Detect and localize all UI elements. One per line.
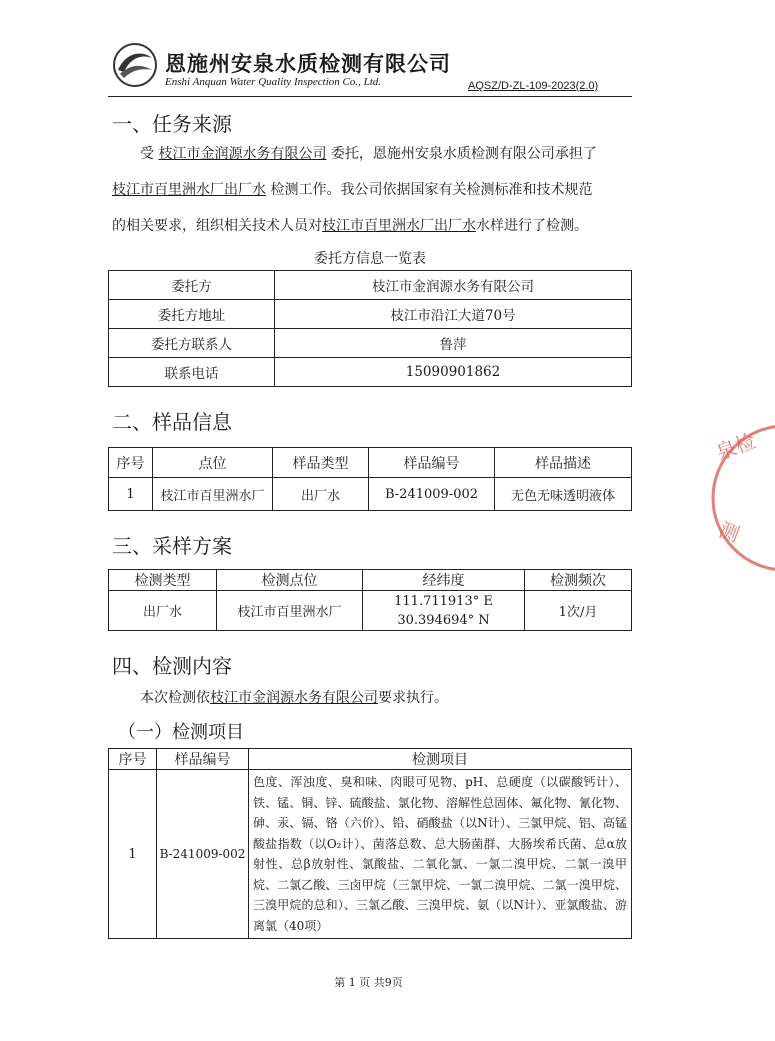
- col-header: 检测类型: [109, 570, 217, 591]
- col-header: 检测点位: [217, 570, 363, 591]
- client-label: 委托方: [109, 271, 275, 300]
- sampling-plan-table: [108, 569, 632, 631]
- client-info-table: [108, 270, 632, 387]
- cell: B-241009-002: [157, 770, 249, 939]
- cell: 1: [109, 770, 157, 939]
- coordinate-cell: [363, 591, 525, 631]
- svg-text:泉检: 泉检: [712, 428, 759, 465]
- test-items-list: 色度、浑浊度、臭和味、肉眼可见物、pH、总硬度（以碳酸钙计）、铁、锰、铜、锌、硫酸盐、氯化物、溶解性总固体、氟化物、氰化物、砷、汞、镉、铬（六价）、铅、硝酸盐（以N计）、三氯甲烷、铝、高锰酸盐指数（以O₂计）、菌落总数、总大肠菌群、大肠埃希氏菌、总α放射性、总β放射性、氯酸盐、二氧化氯、一氯二溴甲烷、二氯一溴甲烷、二氯乙酸、三卤甲烷（三氯甲烷、一氯二溴甲烷、二氯一溴甲烷、三溴甲烷的总和）、三氯乙酸、三溴甲烷、氨（以N计）、亚氯酸盐、游离氯（40项）: [249, 770, 632, 939]
- cell: 枝江市百里洲水厂: [217, 591, 363, 631]
- phone-value: 15090901862: [275, 358, 632, 387]
- table-row: [109, 271, 632, 300]
- longitude: 111.711913° E: [394, 593, 493, 609]
- p-client: 枝江市金润源水务有限公司: [210, 690, 378, 706]
- p1-text-a: 受: [140, 146, 154, 162]
- sample-info-table: [108, 447, 632, 511]
- header-divider: [108, 96, 632, 97]
- company-name-en: Enshi Anquan Water Quality Inspection Co., Ltd.: [165, 76, 382, 88]
- section4-paragraph: [112, 680, 632, 716]
- contact-value: 鲁萍: [275, 329, 632, 358]
- section3-title: 三、采样方案: [112, 534, 232, 558]
- col-header: 序号: [109, 749, 157, 770]
- col-header: 序号: [109, 448, 153, 478]
- col-header: 样品编号: [369, 448, 495, 478]
- official-seal: [705, 418, 775, 578]
- cell: 出厂水: [109, 591, 217, 631]
- phone-label: 联系电话: [109, 358, 275, 387]
- p-text-b: 要求执行。: [378, 690, 448, 706]
- section4-title: 四、检测内容: [112, 654, 232, 678]
- col-header: 点位: [153, 448, 273, 478]
- col-header: 检测项目: [249, 749, 632, 770]
- col-header: 样品类型: [273, 448, 369, 478]
- col-header: 经纬度: [363, 570, 525, 591]
- address-value: 枝江市沿江大道70号: [275, 300, 632, 329]
- p2-text-b: 检测工作。我公司依据国家有关检测标准和技术规范: [270, 182, 593, 198]
- latitude: 30.394694° N: [397, 612, 490, 628]
- cell: 出厂水: [273, 478, 369, 511]
- client-table-caption: 委托方信息一览表: [314, 251, 426, 267]
- p2-site: 枝江市百里洲水厂出厂水: [112, 182, 266, 198]
- test-items-table: [108, 748, 632, 939]
- col-header: 样品描述: [495, 448, 632, 478]
- cell: B-241009-002: [369, 478, 495, 511]
- company-logo-icon: [112, 42, 158, 88]
- table-header-row: [109, 570, 632, 591]
- page-number: 第 1 页 共9页: [334, 976, 403, 989]
- section1-title: 一、任务来源: [112, 112, 232, 136]
- p1-text-b: 委托，恩施州安泉水质检测有限公司承担了: [330, 146, 597, 162]
- section1-paragraph: [112, 136, 632, 244]
- p3-text-a: 的相关要求，组织相关技术人员对: [112, 218, 322, 234]
- p3-text-b: 水样进行了检测。: [476, 218, 588, 234]
- table-row: [109, 770, 632, 939]
- section2-title: 二、样品信息: [112, 410, 232, 434]
- table-row: [109, 329, 632, 358]
- table-row: [109, 591, 632, 631]
- contact-label: 委托方联系人: [109, 329, 275, 358]
- p3-site: 枝江市百里洲水厂出厂水: [322, 218, 476, 234]
- client-value: 枝江市金润源水务有限公司: [275, 271, 632, 300]
- p1-client: 枝江市金润源水务有限公司: [158, 146, 327, 162]
- table-header-row: [109, 448, 632, 478]
- col-header: 样品编号: [157, 749, 249, 770]
- table-row: [109, 478, 632, 511]
- company-name-cn: 恩施州安泉水质检测有限公司: [165, 51, 451, 76]
- table-row: [109, 300, 632, 329]
- p-text-a: 本次检测依: [140, 690, 210, 706]
- address-label: 委托方地址: [109, 300, 275, 329]
- table-header-row: [109, 749, 632, 770]
- cell: 1: [109, 478, 153, 511]
- cell: 枝江市百里洲水厂: [153, 478, 273, 511]
- subsection-title: （一）检测项目: [118, 722, 244, 743]
- col-header: 检测频次: [525, 570, 632, 591]
- svg-text:测: 测: [715, 517, 743, 547]
- table-row: [109, 358, 632, 387]
- document-number: AQSZ/D-ZL-109-2023(2.0): [468, 80, 599, 92]
- cell: 无色无味透明液体: [495, 478, 632, 511]
- cell: 1次/月: [525, 591, 632, 631]
